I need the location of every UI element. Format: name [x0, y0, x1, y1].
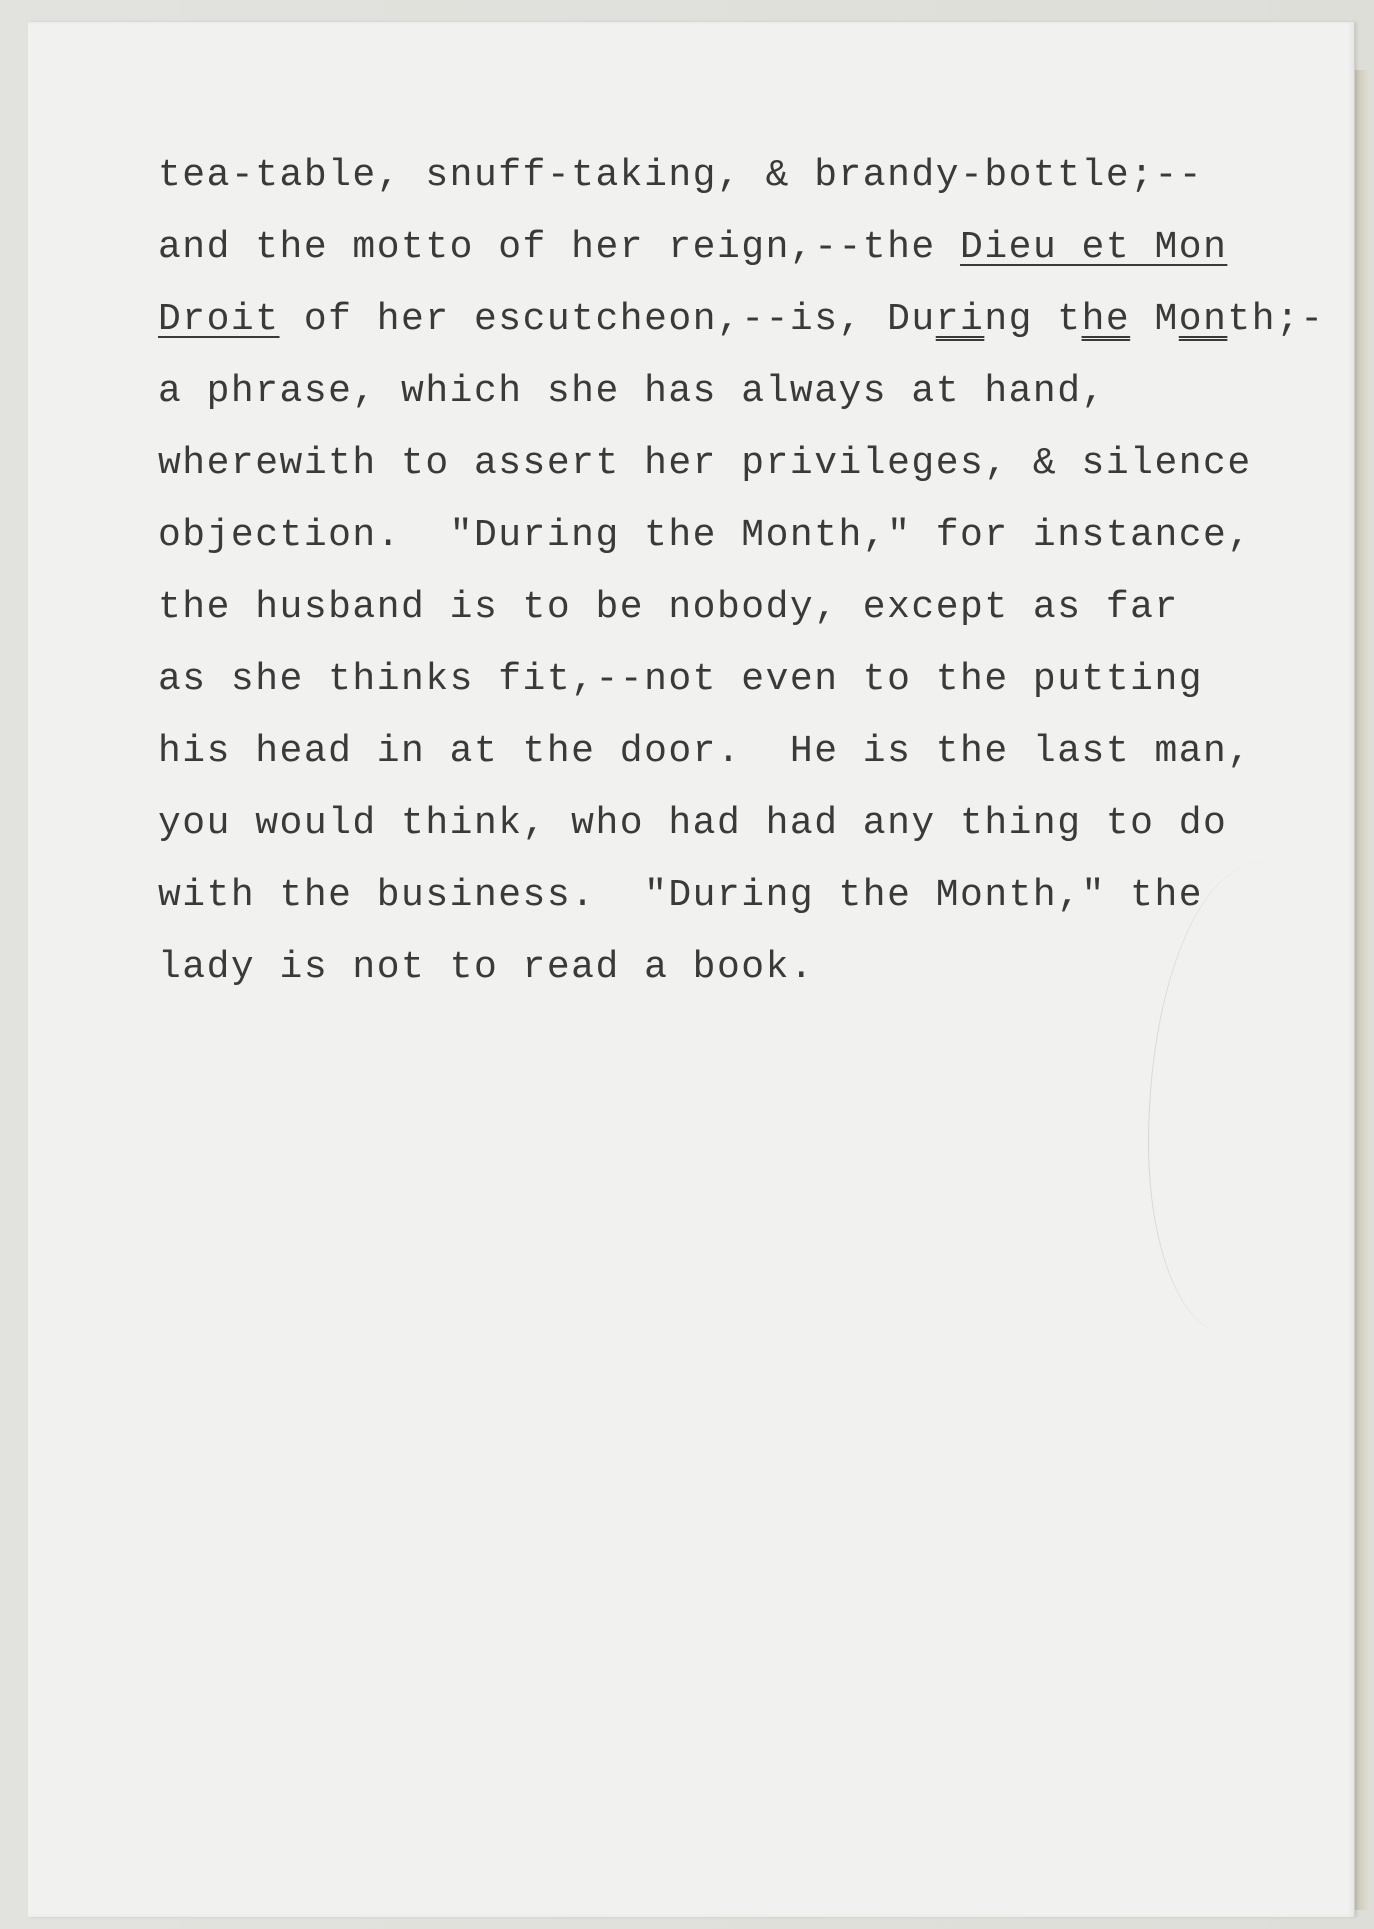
double-underlined-letters: ri: [935, 298, 985, 341]
paper-edge: [1355, 70, 1369, 1910]
text-segment: Du: [887, 298, 936, 341]
text-line: [158, 284, 1325, 356]
text-line: wherewith to assert her privileges, & silence: [158, 442, 1252, 485]
underlined-phrase: Droit: [158, 298, 280, 341]
typed-text: [158, 140, 1325, 1004]
underlined-phrase: Dieu et Mon: [960, 226, 1228, 269]
text-line: the husband is to be nobody, except as far: [158, 586, 1179, 629]
text-segment: of her escutcheon,--is,: [279, 298, 888, 341]
text-line: tea-table, snuff-taking, & brandy-bottle;--: [158, 154, 1204, 197]
text-line: you would think, who had had any thing to do: [158, 802, 1228, 845]
text-line: as she thinks fit,--not even to the putting: [158, 658, 1204, 701]
double-underlined-letters: on: [1178, 298, 1228, 341]
text-segment: ng t: [984, 298, 1082, 341]
text-segment: M: [1130, 298, 1179, 341]
text-line: with the business. "During the Month," the: [158, 874, 1204, 917]
text-line: his head in at the door. He is the last man,: [158, 730, 1252, 773]
double-underlined-letters: he: [1081, 298, 1131, 341]
text-segment: and the motto of her reign,--the: [158, 226, 961, 269]
text-line: objection. "During the Month," for instance,: [158, 514, 1252, 557]
text-segment: th;-: [1227, 298, 1325, 341]
text-line: a phrase, which she has always at hand,: [158, 370, 1106, 413]
text-line: lady is not to read a book.: [158, 946, 815, 989]
text-line: [158, 212, 1298, 284]
